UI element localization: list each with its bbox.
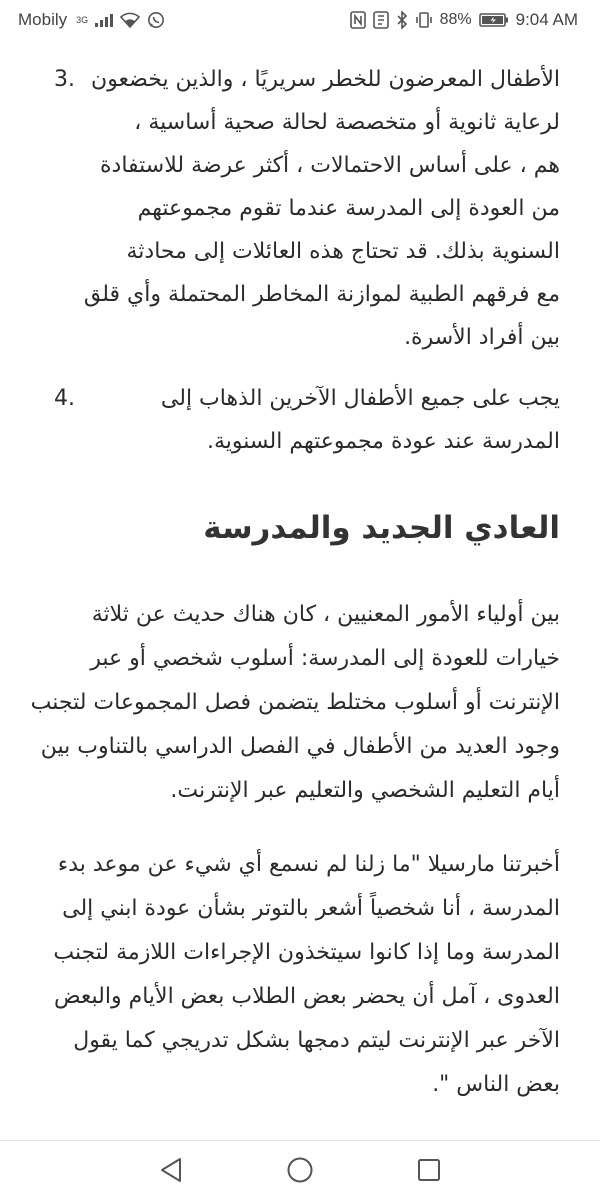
paragraph-line: المدرسة ، أنا شخصياً أشعر بالتوتر بشأن عودة ابني إلى	[62, 896, 560, 921]
wifi-icon	[120, 12, 140, 28]
list-item	[0, 58, 600, 359]
section-heading: العادي الجديد والمدرسة	[203, 510, 560, 546]
status-bar	[0, 0, 600, 40]
paragraph-line: خيارات للعودة إلى المدرسة: أسلوب شخصي أو عبر	[90, 646, 560, 671]
battery-icon	[479, 12, 509, 28]
paragraph	[0, 593, 600, 813]
vibrate-icon	[415, 11, 433, 29]
battery-percent: 88%	[439, 11, 472, 28]
back-button[interactable]	[156, 1155, 186, 1185]
list-line: بين أفراد الأسرة.	[404, 325, 560, 350]
network-type	[74, 15, 88, 25]
status-left	[18, 10, 165, 30]
paragraph-line: الإنترنت أو أسلوب مختلط يتضمن فصل المجموعات لتجنب	[30, 690, 560, 715]
carrier-name: Mobily	[18, 10, 68, 29]
article-content	[0, 40, 600, 1140]
paragraph-line: الآخر عبر الإنترنت ليتم دمجها بشكل تدريجي كما يقول	[73, 1028, 560, 1053]
home-button[interactable]	[285, 1155, 315, 1185]
paragraph-line: بين أولياء الأمور المعنيين ، كان هناك حديث عن ثلاثة	[91, 602, 560, 627]
network-type-label: 3G	[76, 15, 89, 25]
list-line: السنوية بذلك. قد تحتاج هذه العائلات إلى محادثة	[126, 239, 560, 264]
back-icon	[158, 1156, 184, 1184]
paragraph-line: بعض الناس ".	[432, 1072, 560, 1097]
recent-apps-button[interactable]	[414, 1155, 444, 1185]
paragraph-line: أيام التعليم الشخصي والتعليم عبر الإنترنت.	[170, 778, 560, 803]
home-icon	[286, 1156, 314, 1184]
paragraph-line: العدوى ، آمل أن يحضر بعض الطلاب بعض الأيام والبعض	[53, 984, 560, 1009]
list-line: من العودة إلى المدرسة عندما تقوم مجموعتهم	[137, 196, 560, 221]
list-item	[0, 377, 600, 463]
clock: 9:04 AM	[515, 10, 578, 29]
whatsapp-icon	[147, 11, 165, 29]
navigation-bar	[0, 1140, 600, 1200]
status-right	[350, 10, 578, 30]
list-line: هم ، على أساس الاحتمالات ، أكثر عرضة للاستفادة	[100, 153, 560, 178]
paragraph-line: وجود العديد من الأطفال في الفصل الدراسي بالتناوب بين	[40, 734, 560, 759]
signal-icon	[95, 13, 113, 27]
paragraph	[0, 843, 600, 1107]
list-item-number: 3.	[54, 67, 75, 92]
list-line: لرعاية ثانوية أو متخصصة لحالة صحية أساسية ،	[134, 110, 560, 135]
list-line: المدرسة عند عودة مجموعتهم السنوية.	[206, 429, 560, 454]
nfc-icon	[350, 11, 366, 29]
list-item-number: 4.	[54, 386, 75, 411]
list-line: مع فرقهم الطبية لموازنة المخاطر المحتملة وأي قلق	[83, 282, 560, 307]
paragraph-line: المدرسة وما إذا كانوا سيتخذون الإجراءات اللازمة لتجنب	[53, 940, 560, 965]
list-line: يجب على جميع الأطفال الآخرين الذهاب إلى	[160, 386, 560, 411]
numbered-list	[0, 58, 600, 463]
paragraph-line: أخبرتنا مارسيلا "ما زلنا لم نسمع أي شيء عن موعد بدء	[57, 852, 560, 877]
list-line: الأطفال المعرضون للخطر سريريًا ، والذين يخضعون	[91, 67, 560, 92]
bluetooth-icon	[396, 11, 408, 29]
recent-apps-icon	[416, 1157, 442, 1183]
nfc-tag-icon	[373, 11, 389, 29]
